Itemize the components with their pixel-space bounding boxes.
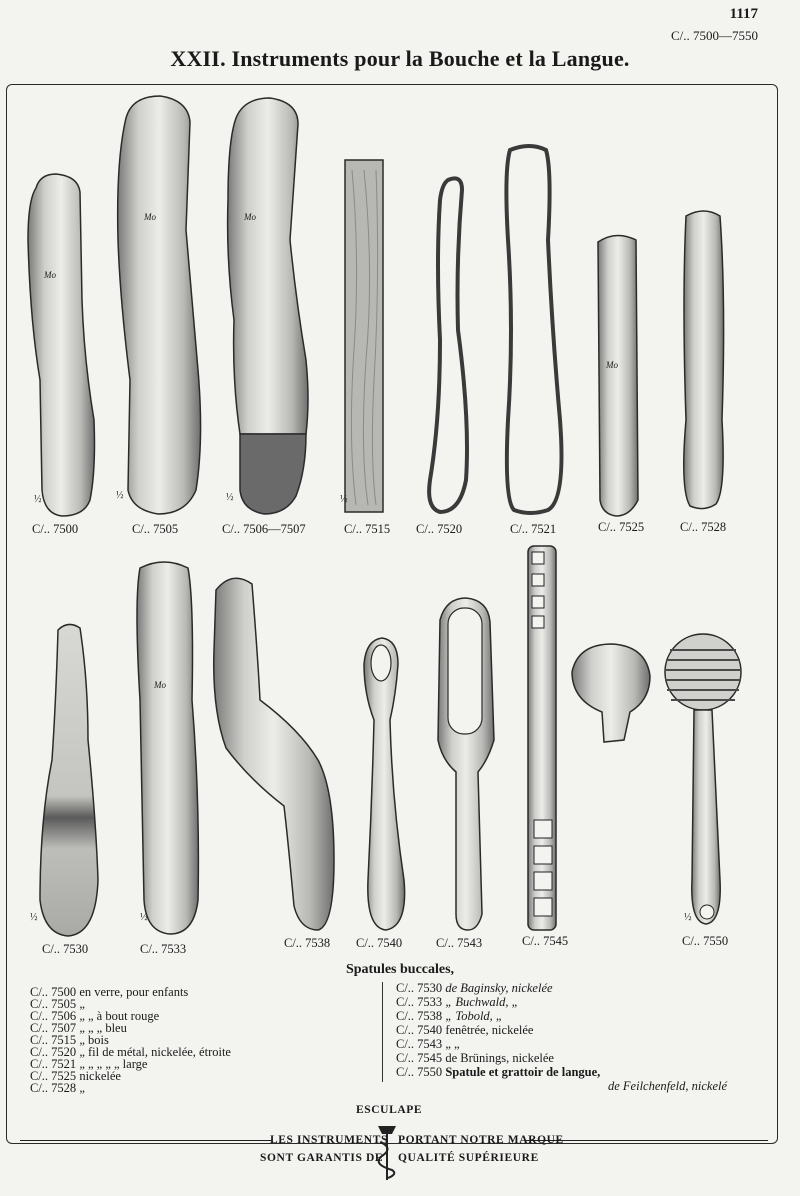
label-7530: C/.. 7530 xyxy=(42,942,89,956)
footer-rule-left xyxy=(20,1140,272,1141)
legend-right-row: C/.. 7545 de Brünings, nickelée xyxy=(396,1051,554,1065)
catalog-range: C/.. 7500—7550 xyxy=(670,28,758,43)
engraved-mark: Mo xyxy=(244,212,256,222)
window xyxy=(532,616,544,628)
spatula-7530 xyxy=(40,624,98,936)
label-7500: C/.. 7500 xyxy=(32,522,79,536)
label-7533: C/.. 7533 xyxy=(140,942,187,956)
spatula-7533 xyxy=(137,562,198,934)
footer-line2-left: SONT GARANTIS DE xyxy=(260,1152,384,1164)
legend-left-row: C/.. 7520 „ fil de métal, nickelée, étroite xyxy=(30,1045,231,1059)
spatula-7550-handle xyxy=(692,710,720,924)
legend-left-row: C/.. 7521 „ „ „ „ „ large xyxy=(30,1057,148,1071)
spatula-7505 xyxy=(118,96,201,514)
legend-divider xyxy=(382,982,383,1082)
label-7506-7507: C/.. 7506—7507 xyxy=(222,522,306,536)
legend-right-row: C/.. 7533 „ Buchwald, „ xyxy=(396,995,519,1009)
scale-mark: ½ xyxy=(34,494,42,505)
legend-left-row: C/.. 7505 „ xyxy=(30,997,85,1011)
legend-right-continuation: de Feilchenfeld, nickelé xyxy=(608,1079,728,1093)
spatula-7506 xyxy=(228,98,308,434)
label-7538: C/.. 7538 xyxy=(284,936,331,950)
engraved-mark: Mo xyxy=(44,270,56,280)
window xyxy=(534,820,552,838)
page-title: XXII. Instruments pour la Bouche et la Langue. xyxy=(170,46,630,71)
tongue-cleaner-head xyxy=(572,644,650,742)
window xyxy=(534,898,552,916)
legend-left-row: C/.. 7500 en verre, pour enfants xyxy=(30,985,189,999)
engraved-mark: Mo xyxy=(144,212,156,222)
scale-mark: ½ xyxy=(140,912,148,923)
footer-line2-right: QUALITÉ SUPÉRIEURE xyxy=(398,1152,539,1164)
window xyxy=(532,552,544,564)
window xyxy=(532,596,544,608)
engraved-mark: Mo xyxy=(606,360,618,370)
legend-right-row: C/.. 7538 „ Tobold, „ xyxy=(396,1009,503,1023)
label-7545: C/.. 7545 xyxy=(522,934,569,948)
scale-mark: ½ xyxy=(684,912,692,923)
legend-right-row: C/.. 7540 fenêtrée, nickelée xyxy=(396,1023,534,1037)
legend-left-row: C/.. 7507 „ „ „ bleu xyxy=(30,1021,127,1035)
window xyxy=(534,872,552,890)
scale-mark: ½ xyxy=(116,490,124,501)
window xyxy=(534,846,552,864)
spatula-7540-window xyxy=(371,645,391,681)
label-7521: C/.. 7521 xyxy=(510,522,557,536)
spatula-7543-window xyxy=(448,608,482,734)
legend-left-row: C/.. 7528 „ xyxy=(30,1081,85,1095)
window xyxy=(532,574,544,586)
legend-right-row: C/.. 7530 de Baginsky, nickelée xyxy=(396,981,553,995)
label-7543: C/.. 7543 xyxy=(436,936,483,950)
handle-hole xyxy=(700,905,714,919)
spatula-7500 xyxy=(28,174,95,516)
scale-mark: ½ xyxy=(226,492,234,503)
wire-spatula-7520 xyxy=(429,178,467,512)
spatula-7525 xyxy=(598,235,638,516)
engraved-mark: Mo xyxy=(154,680,166,690)
legend-left-row: C/.. 7506 „ „ à bout rouge xyxy=(30,1009,160,1023)
brand-name: ESCULAPE xyxy=(356,1104,423,1116)
footer-line1-left: LES INSTRUMENTS xyxy=(270,1134,388,1146)
spatula-7528 xyxy=(684,211,724,509)
scale-mark: ½ xyxy=(340,494,348,505)
legend-left-row: C/.. 7525 nickelée xyxy=(30,1069,121,1083)
legend-right-row: C/.. 7543 „ „ xyxy=(396,1037,460,1051)
label-7515: C/.. 7515 xyxy=(344,522,391,536)
spatula-7506-tip xyxy=(240,434,306,514)
footer-line1-right: PORTANT NOTRE MARQUE xyxy=(398,1134,564,1146)
label-7540: C/.. 7540 xyxy=(356,936,403,950)
label-7505: C/.. 7505 xyxy=(132,522,179,536)
label-7550: C/.. 7550 xyxy=(682,934,729,948)
legend-left-row: C/.. 7515 „ bois xyxy=(30,1033,109,1047)
wire-spatula-7521 xyxy=(506,146,561,513)
section-heading: Spatules buccales, xyxy=(345,962,455,977)
spatula-7540 xyxy=(364,638,405,930)
label-7520: C/.. 7520 xyxy=(416,522,463,536)
page-number: 1117 xyxy=(729,6,758,22)
scale-mark: ½ xyxy=(30,912,38,923)
label-7528: C/.. 7528 xyxy=(680,520,727,534)
label-7525: C/.. 7525 xyxy=(598,520,645,534)
spatula-7538 xyxy=(214,578,334,930)
spatula-7550-scraper xyxy=(665,634,741,710)
legend-right-row: C/.. 7550 Spatule et grattoir de langue, xyxy=(396,1065,601,1079)
